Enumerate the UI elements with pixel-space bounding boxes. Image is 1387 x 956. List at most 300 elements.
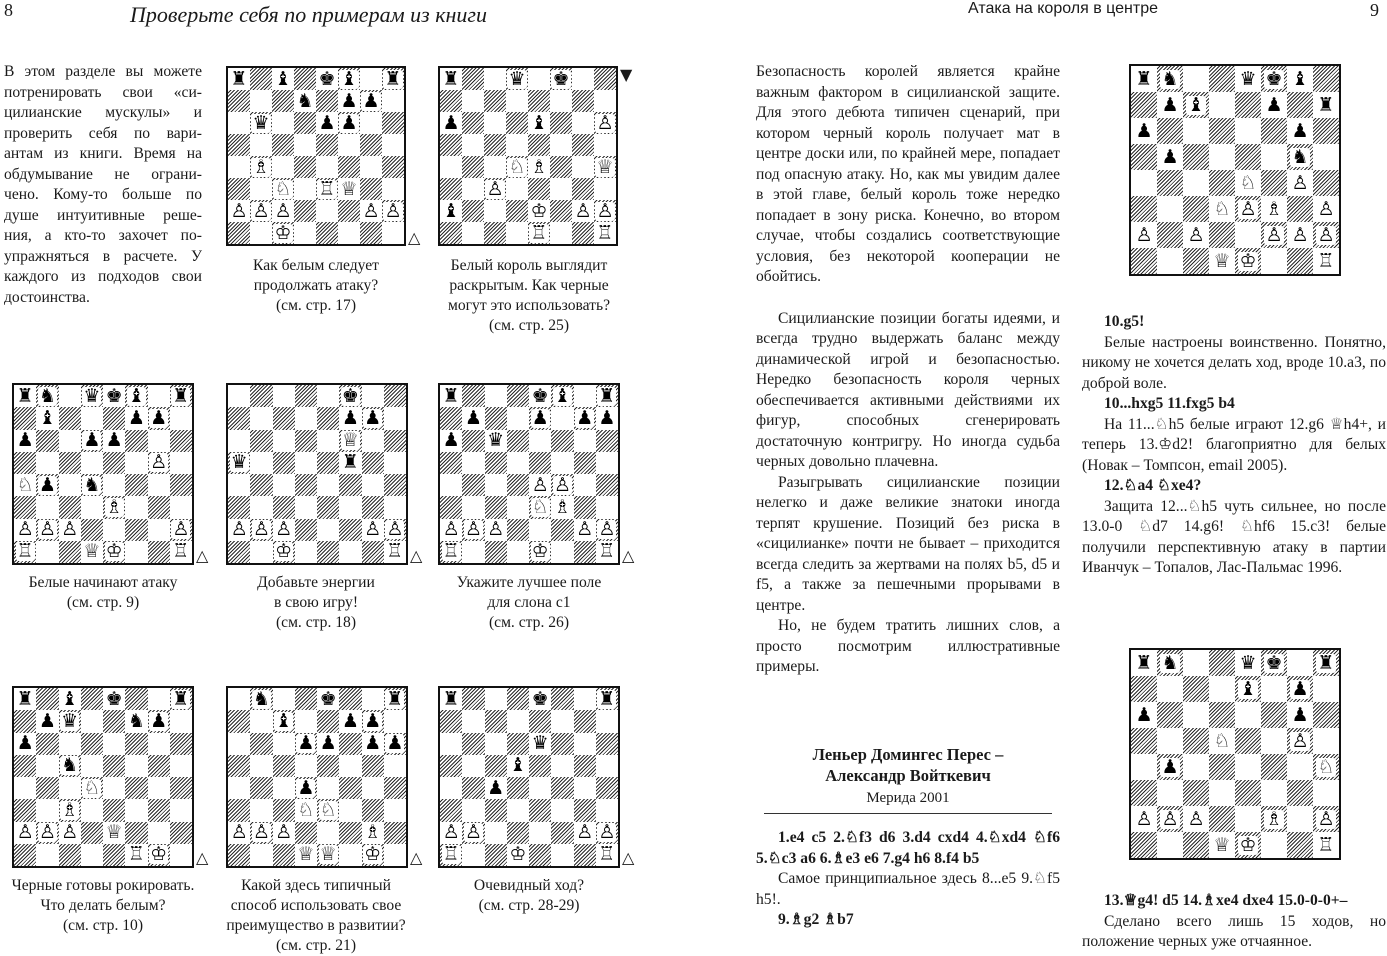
board-square xyxy=(485,452,507,474)
board-square xyxy=(1157,754,1183,780)
board-square xyxy=(81,541,103,563)
board-square xyxy=(1235,222,1261,248)
board-square xyxy=(596,496,618,518)
board-square xyxy=(572,90,594,112)
board-square xyxy=(384,799,406,821)
board-square xyxy=(529,407,551,429)
black-king-icon: ♚ xyxy=(105,385,123,407)
board-square xyxy=(125,452,147,474)
black-rook-icon: ♜ xyxy=(442,688,460,710)
board-square xyxy=(125,755,147,777)
board-square xyxy=(1131,196,1157,222)
board-square xyxy=(1209,780,1235,806)
black-pawn-icon: ♟ xyxy=(341,407,359,429)
black-rook-icon: ♜ xyxy=(1135,651,1153,674)
white-pawn-icon: ♙ xyxy=(274,200,292,222)
white-knight-icon: ♘ xyxy=(508,156,526,178)
black-pawn-icon: ♟ xyxy=(1161,93,1179,116)
board-square xyxy=(1287,248,1313,274)
board-square xyxy=(440,156,462,178)
board-square xyxy=(170,519,192,541)
board-square xyxy=(462,474,484,496)
board-square xyxy=(382,222,404,244)
board-square xyxy=(59,452,81,474)
white-pawn-icon: ♙ xyxy=(1135,807,1153,830)
board-square xyxy=(316,90,338,112)
board-square xyxy=(81,844,103,866)
board-square xyxy=(295,452,317,474)
board-square xyxy=(440,112,462,134)
board-square xyxy=(462,134,484,156)
white-knight-icon: ♘ xyxy=(1239,171,1257,194)
board-square xyxy=(507,822,529,844)
board-square xyxy=(1209,222,1235,248)
white-king-icon: ♔ xyxy=(150,843,168,866)
board-square xyxy=(14,688,36,710)
board-square xyxy=(440,519,462,541)
board-square xyxy=(528,156,550,178)
black-pawn-icon: ♟ xyxy=(150,710,168,732)
board-square xyxy=(170,452,192,474)
board-square xyxy=(529,452,551,474)
black-pawn-icon: ♟ xyxy=(386,732,404,755)
black-rook-icon: ♜ xyxy=(442,68,460,90)
white-pawn-icon: ♙ xyxy=(386,518,404,541)
black-knight-icon: ♞ xyxy=(61,754,79,777)
board-square xyxy=(103,755,125,777)
board-square xyxy=(228,541,250,563)
diagram-caption-6: Черные готовы рокировать. Что делать белым? (см. стр. 10) xyxy=(11,877,195,934)
board-square xyxy=(1235,702,1261,728)
board-square xyxy=(462,844,484,866)
board-square xyxy=(529,474,551,496)
white-queen-icon: ♕ xyxy=(340,178,358,200)
board-square xyxy=(360,222,382,244)
board-square xyxy=(596,733,618,755)
white-pawn-icon: ♙ xyxy=(464,821,482,844)
board-square xyxy=(250,156,272,178)
board-square xyxy=(228,112,250,134)
board-square xyxy=(81,519,103,541)
board-square xyxy=(272,178,294,200)
board-square xyxy=(295,733,317,755)
black-pawn-icon: ♟ xyxy=(340,112,358,134)
move-comment: Защита 12...♘h5 чуть сильнее, но после 13.0-0 ♘d7 14.g6! ♘hf6 15.c3! белые получили перспективную атаку в партии Иванчук – Топалов, Лас-Пальмас 1996. xyxy=(1082,497,1386,576)
board-square xyxy=(440,222,462,244)
board-square xyxy=(14,822,36,844)
board-square xyxy=(317,688,339,710)
intro-text xyxy=(4,62,202,308)
board-square xyxy=(1157,170,1183,196)
black-bishop-icon: ♝ xyxy=(553,385,571,407)
intro-column xyxy=(756,62,1060,678)
white-pawn-icon: ♙ xyxy=(1317,197,1335,220)
board-square xyxy=(36,733,58,755)
board-square xyxy=(1287,806,1313,832)
board-square xyxy=(228,452,250,474)
board-square xyxy=(1157,676,1183,702)
board-square xyxy=(250,430,272,452)
white-pawn-icon: ♙ xyxy=(362,200,380,222)
black-queen-icon: ♛ xyxy=(531,732,549,755)
black-king-icon: ♚ xyxy=(1265,651,1283,674)
board-square xyxy=(485,799,507,821)
board-square xyxy=(103,733,125,755)
white-to-move-icon: △ xyxy=(622,546,635,565)
board-square xyxy=(551,799,573,821)
board-square xyxy=(228,90,250,112)
board-square xyxy=(250,844,272,866)
board-square xyxy=(574,541,596,563)
white-pawn-icon: ♙ xyxy=(1239,197,1257,220)
board-square xyxy=(228,755,250,777)
board-square xyxy=(382,200,404,222)
black-queen-icon: ♛ xyxy=(61,710,79,732)
black-queen-icon: ♛ xyxy=(230,451,248,474)
board-square xyxy=(529,519,551,541)
board-square xyxy=(596,755,618,777)
board-square xyxy=(596,407,618,429)
white-pawn-icon: ♙ xyxy=(487,518,505,541)
board-square xyxy=(382,112,404,134)
board-square xyxy=(148,755,170,777)
white-pawn-icon: ♙ xyxy=(38,821,56,844)
board-square xyxy=(316,134,338,156)
board-square xyxy=(462,519,484,541)
chess-diagram-8 xyxy=(438,686,620,868)
white-pawn-icon: ♙ xyxy=(230,200,248,222)
board-square xyxy=(148,710,170,732)
black-pawn-icon: ♟ xyxy=(442,429,460,452)
board-square xyxy=(59,519,81,541)
board-square xyxy=(1235,92,1261,118)
white-pawn-icon: ♙ xyxy=(486,178,504,200)
black-king-icon: ♚ xyxy=(341,385,359,407)
board-square xyxy=(1235,780,1261,806)
white-pawn-icon: ♙ xyxy=(252,518,270,541)
move-12: 12.♘a4 ♘xe4? xyxy=(1104,477,1202,494)
board-square xyxy=(103,474,125,496)
board-square xyxy=(1287,196,1313,222)
white-rook-icon: ♖ xyxy=(172,540,190,563)
board-square xyxy=(384,777,406,799)
board-square xyxy=(36,710,58,732)
board-square xyxy=(81,777,103,799)
board-square xyxy=(1183,196,1209,222)
white-bishop-icon: ♗ xyxy=(61,799,79,821)
board-square xyxy=(551,474,573,496)
board-square xyxy=(594,134,616,156)
board-square xyxy=(529,541,551,563)
board-square xyxy=(59,407,81,429)
board-square xyxy=(81,755,103,777)
white-pawn-icon: ♙ xyxy=(576,518,594,541)
board-square xyxy=(250,200,272,222)
board-square xyxy=(14,430,36,452)
white-rook-icon: ♖ xyxy=(1317,249,1335,272)
board-square xyxy=(1131,806,1157,832)
white-pawn-icon: ♙ xyxy=(442,821,460,844)
board-square xyxy=(250,90,272,112)
divider xyxy=(764,813,1052,814)
board-square xyxy=(170,844,192,866)
board-square xyxy=(338,178,360,200)
board-square xyxy=(14,733,36,755)
board-square xyxy=(1157,806,1183,832)
board-square xyxy=(250,222,272,244)
board-square xyxy=(572,200,594,222)
board-square xyxy=(572,112,594,134)
board-square xyxy=(1287,92,1313,118)
board-square xyxy=(81,688,103,710)
white-queen-icon: ♕ xyxy=(83,540,101,563)
white-to-move-icon: △ xyxy=(622,848,635,867)
board-square xyxy=(362,799,384,821)
white-pawn-icon: ♙ xyxy=(230,518,248,541)
board-square xyxy=(550,112,572,134)
board-square xyxy=(382,90,404,112)
board-square xyxy=(529,844,551,866)
board-square xyxy=(294,68,316,90)
board-square xyxy=(1183,170,1209,196)
white-rook-icon: ♖ xyxy=(318,178,336,200)
board-square xyxy=(228,688,250,710)
board-square xyxy=(485,496,507,518)
game-players: Леньер Домингес Перес – xyxy=(812,745,1004,764)
black-pawn-icon: ♟ xyxy=(1161,755,1179,778)
white-pawn-icon: ♙ xyxy=(596,112,614,134)
board-square xyxy=(36,474,58,496)
board-square xyxy=(462,688,484,710)
board-square xyxy=(103,407,125,429)
white-pawn-icon: ♙ xyxy=(150,451,168,474)
board-square xyxy=(1261,754,1287,780)
board-square xyxy=(551,822,573,844)
diagram-caption-1: Как белым следует продолжать атаку? (см. стр. 17) xyxy=(253,257,379,314)
board-square xyxy=(440,688,462,710)
board-square xyxy=(317,430,339,452)
white-bishop-icon: ♗ xyxy=(553,496,571,518)
black-bishop-icon: ♝ xyxy=(530,112,548,134)
black-pawn-icon: ♟ xyxy=(464,407,482,429)
black-knight-icon: ♞ xyxy=(127,710,145,732)
white-pawn-icon: ♙ xyxy=(574,200,592,222)
black-pawn-icon: ♟ xyxy=(16,429,34,452)
board-square xyxy=(103,822,125,844)
board-square xyxy=(339,844,361,866)
board-square xyxy=(170,541,192,563)
board-square xyxy=(1313,754,1339,780)
board-square xyxy=(1313,780,1339,806)
right-page-title: Атака на короля в центре xyxy=(968,0,1158,17)
board-square xyxy=(148,822,170,844)
board-square xyxy=(551,430,573,452)
board-square xyxy=(272,134,294,156)
board-square xyxy=(462,733,484,755)
board-square xyxy=(1287,650,1313,676)
board-square xyxy=(339,407,361,429)
board-square xyxy=(440,777,462,799)
board-square xyxy=(59,496,81,518)
board-square xyxy=(273,799,295,821)
board-square xyxy=(273,710,295,732)
board-square xyxy=(507,385,529,407)
board-square xyxy=(1209,118,1235,144)
board-square xyxy=(1157,832,1183,858)
diagram-caption-5: Укажите лучшее поле для слона c1 (см. стр. 26) xyxy=(456,574,602,631)
board-square xyxy=(125,822,147,844)
board-square xyxy=(273,519,295,541)
board-square xyxy=(507,733,529,755)
board-square xyxy=(81,407,103,429)
white-pawn-icon: ♙ xyxy=(16,518,34,541)
board-square xyxy=(36,688,58,710)
board-square xyxy=(596,452,618,474)
board-square xyxy=(529,755,551,777)
board-square xyxy=(125,474,147,496)
black-pawn-icon: ♟ xyxy=(1291,703,1309,726)
board-square xyxy=(551,844,573,866)
move-13: 13.♕g4! d5 14.♗xe4 dxe4 15.0-0-0+– xyxy=(1104,892,1348,909)
white-knight-icon: ♘ xyxy=(1213,197,1231,220)
black-pawn-icon: ♟ xyxy=(598,407,616,429)
black-rook-icon: ♜ xyxy=(442,385,460,407)
board-square xyxy=(550,90,572,112)
board-square xyxy=(103,844,125,866)
board-square xyxy=(316,178,338,200)
board-square xyxy=(273,474,295,496)
white-to-move-icon: △ xyxy=(196,546,209,565)
board-square xyxy=(440,474,462,496)
game-heading xyxy=(764,744,1052,814)
board-square xyxy=(125,844,147,866)
board-square xyxy=(1287,66,1313,92)
board-square xyxy=(1287,144,1313,170)
board-square xyxy=(1209,66,1235,92)
board-square xyxy=(384,452,406,474)
black-pawn-icon: ♟ xyxy=(1161,145,1179,168)
black-pawn-icon: ♟ xyxy=(442,112,460,134)
board-square xyxy=(250,385,272,407)
white-pawn-icon: ♙ xyxy=(252,821,270,844)
board-square xyxy=(1287,170,1313,196)
board-square xyxy=(384,733,406,755)
board-square xyxy=(273,541,295,563)
board-square xyxy=(1183,248,1209,274)
board-square xyxy=(462,777,484,799)
board-square xyxy=(36,452,58,474)
board-square xyxy=(485,407,507,429)
board-square xyxy=(572,178,594,200)
board-square xyxy=(294,90,316,112)
board-square xyxy=(1261,832,1287,858)
board-square xyxy=(1261,676,1287,702)
board-square xyxy=(1209,728,1235,754)
board-square xyxy=(1261,650,1287,676)
board-square xyxy=(1235,144,1261,170)
board-square xyxy=(362,452,384,474)
board-square xyxy=(295,519,317,541)
board-square xyxy=(59,710,81,732)
board-square xyxy=(384,407,406,429)
board-square xyxy=(1131,754,1157,780)
board-square xyxy=(1157,66,1183,92)
white-rook-icon: ♖ xyxy=(596,222,614,244)
board-square xyxy=(1183,222,1209,248)
black-king-icon: ♚ xyxy=(1265,67,1283,90)
board-square xyxy=(338,200,360,222)
white-king-icon: ♔ xyxy=(1239,833,1257,856)
board-square xyxy=(103,385,125,407)
diagram-caption-4: Добавьте энергии в свою игру! (см. стр. 18) xyxy=(257,574,375,631)
board-square xyxy=(574,799,596,821)
white-pawn-icon: ♙ xyxy=(1291,171,1309,194)
board-square xyxy=(596,822,618,844)
board-square xyxy=(36,844,58,866)
chess-diagram-4 xyxy=(226,383,408,565)
board-square xyxy=(317,541,339,563)
white-pawn-icon: ♙ xyxy=(531,474,549,496)
board-square xyxy=(148,688,170,710)
board-square xyxy=(1261,248,1287,274)
board-square xyxy=(103,688,125,710)
board-square xyxy=(317,407,339,429)
move-comment: Самое принципиальное здесь 8...e5 9.♘f5 h5!. xyxy=(756,870,1060,908)
board-square xyxy=(1209,92,1235,118)
board-square xyxy=(81,733,103,755)
board-square xyxy=(551,385,573,407)
board-square xyxy=(528,68,550,90)
board-square xyxy=(317,822,339,844)
board-square xyxy=(1183,728,1209,754)
board-square xyxy=(440,385,462,407)
board-square xyxy=(339,733,361,755)
board-square xyxy=(507,688,529,710)
board-square xyxy=(1183,754,1209,780)
board-square xyxy=(250,496,272,518)
board-square xyxy=(362,777,384,799)
black-bishop-icon: ♝ xyxy=(274,68,292,90)
board-square xyxy=(59,688,81,710)
board-square xyxy=(572,222,594,244)
board-square xyxy=(339,822,361,844)
board-square xyxy=(338,68,360,90)
intro-line: ния, а кто-то захочет по- xyxy=(4,227,202,244)
black-rook-icon: ♜ xyxy=(341,451,359,474)
board-square xyxy=(440,496,462,518)
board-square xyxy=(572,134,594,156)
game-event: Мерида 2001 xyxy=(866,790,950,806)
board-square xyxy=(594,178,616,200)
board-square xyxy=(228,385,250,407)
board-square xyxy=(384,385,406,407)
white-pawn-icon: ♙ xyxy=(442,518,460,541)
board-square xyxy=(148,519,170,541)
board-square xyxy=(485,733,507,755)
board-square xyxy=(462,90,484,112)
black-pawn-icon: ♟ xyxy=(576,407,594,429)
board-square xyxy=(384,474,406,496)
board-square xyxy=(36,385,58,407)
board-square xyxy=(59,844,81,866)
board-square xyxy=(1209,754,1235,780)
chess-diagram-9 xyxy=(1129,64,1341,276)
board-square xyxy=(125,799,147,821)
board-square xyxy=(148,452,170,474)
board-square xyxy=(1157,92,1183,118)
white-queen-icon: ♕ xyxy=(1213,833,1231,856)
board-square xyxy=(295,430,317,452)
